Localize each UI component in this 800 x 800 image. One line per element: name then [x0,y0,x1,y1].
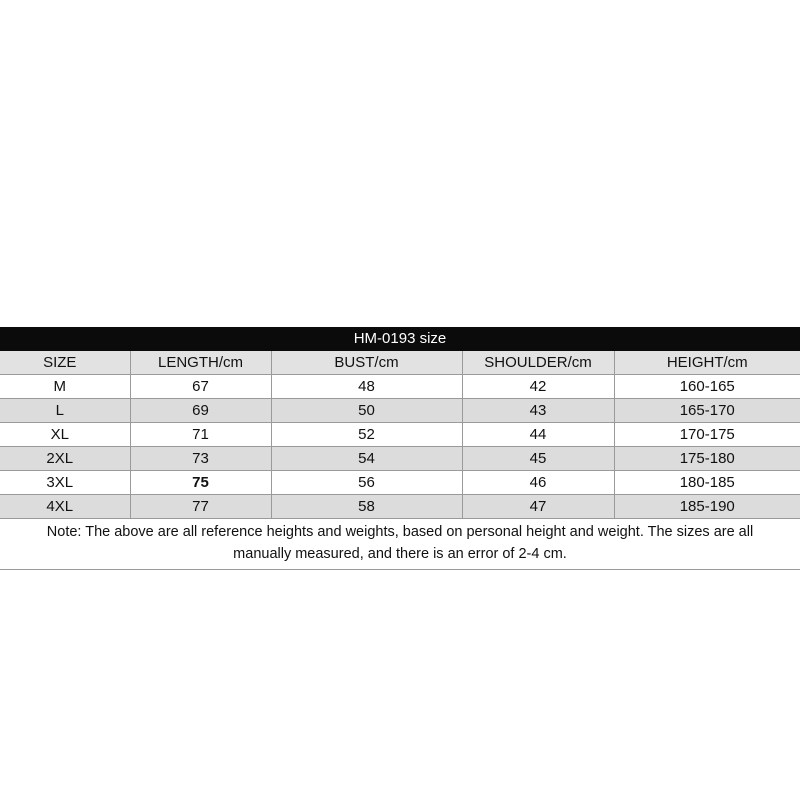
cell-height: 160-165 [614,375,800,399]
table-row [0,423,800,447]
cell-height: 175-180 [614,447,800,471]
cell-shoulder: 43 [462,399,614,423]
cell-length: 71 [130,423,271,447]
header-bust: BUST/cm [271,351,462,375]
header-shoulder: SHOULDER/cm [462,351,614,375]
cell-length: 67 [130,375,271,399]
cell-shoulder: 44 [462,423,614,447]
cell-shoulder: 42 [462,375,614,399]
cell-shoulder: 45 [462,447,614,471]
cell-bust: 48 [271,375,462,399]
table-header-row [0,351,800,375]
cell-length: 75 [130,471,271,495]
cell-length: 77 [130,495,271,519]
cell-size: 2XL [0,447,130,471]
size-table [0,351,800,519]
note-line-2: manually measured, and there is an error of 2-4 cm. [233,546,567,562]
cell-height: 170-175 [614,423,800,447]
cell-bust: 58 [271,495,462,519]
cell-shoulder: 47 [462,495,614,519]
cell-size: 4XL [0,495,130,519]
header-height: HEIGHT/cm [614,351,800,375]
table-row [0,447,800,471]
cell-bust: 52 [271,423,462,447]
cell-length: 69 [130,399,271,423]
cell-size: XL [0,423,130,447]
cell-size: L [0,399,130,423]
cell-length: 73 [130,447,271,471]
measurement-note [0,519,800,570]
cell-bust: 54 [271,447,462,471]
table-row [0,495,800,519]
header-size: SIZE [0,351,130,375]
cell-size: 3XL [0,471,130,495]
cell-height: 180-185 [614,471,800,495]
cell-bust: 50 [271,399,462,423]
table-row [0,471,800,495]
header-length: LENGTH/cm [130,351,271,375]
size-chart [0,327,800,570]
cell-bust: 56 [271,471,462,495]
table-row [0,399,800,423]
cell-size: M [0,375,130,399]
table-row [0,375,800,399]
cell-height: 185-190 [614,495,800,519]
cell-shoulder: 46 [462,471,614,495]
note-line-1: Note: The above are all reference heights and weights, based on personal height and weight. The sizes are all [46,524,754,540]
chart-title: HM-0193 size [0,327,800,351]
cell-height: 165-170 [614,399,800,423]
